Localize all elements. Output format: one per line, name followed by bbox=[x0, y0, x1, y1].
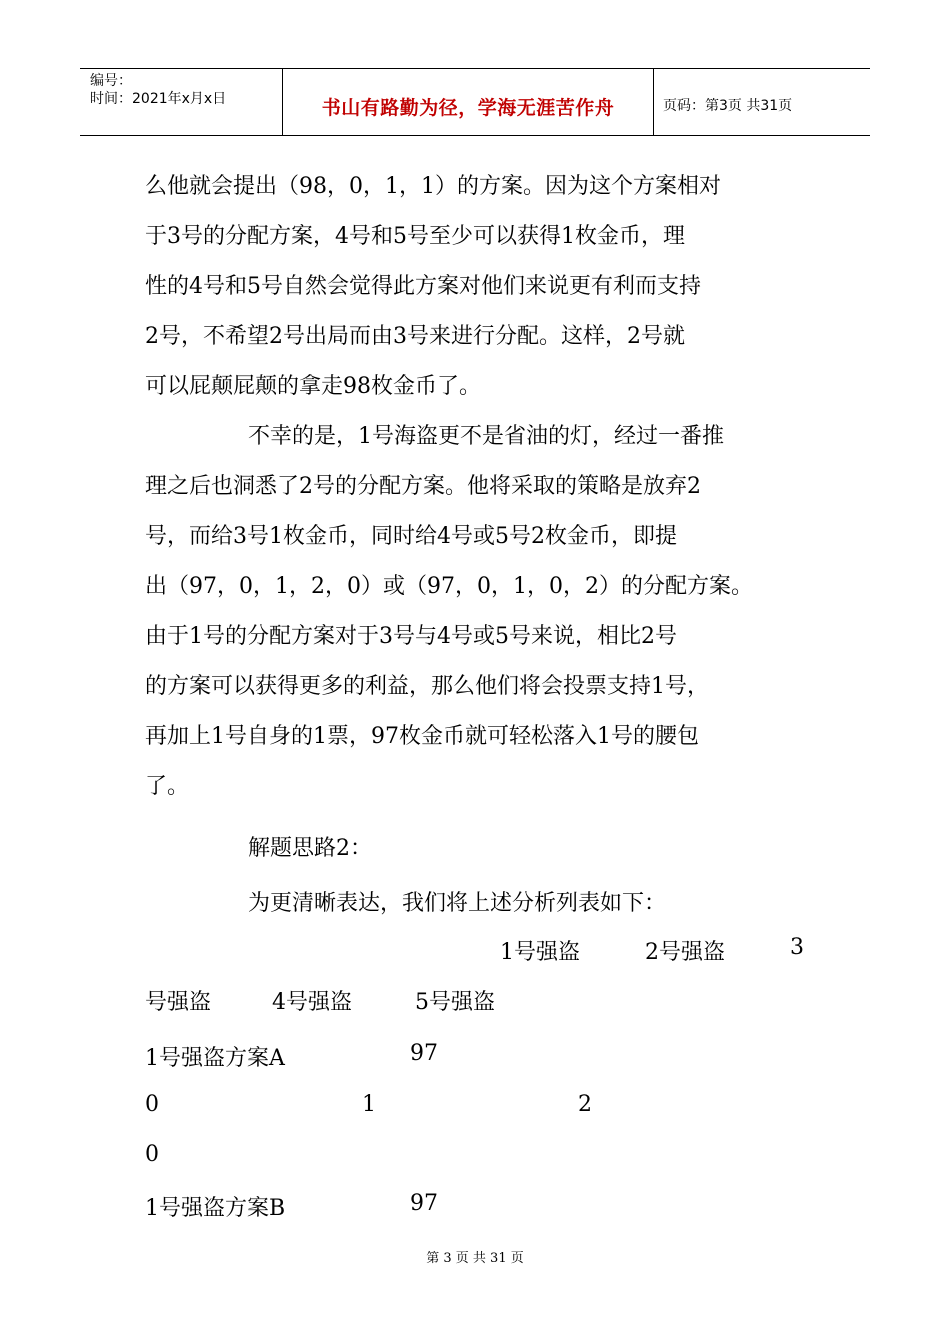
header-motto: 书山有路勤为径，学海无涯苦作舟 bbox=[321, 97, 615, 119]
plan-b-label: 1号强盗方案B bbox=[145, 1196, 286, 1221]
header-meta-cell bbox=[80, 69, 283, 135]
table-header-robber4: 4号强盗 bbox=[272, 990, 352, 1015]
plan-a-label: 1号强盗方案A bbox=[145, 1046, 285, 1071]
document-time-label: 时间：2021年x月x日 bbox=[90, 91, 227, 107]
body-line: 么他就会提出（98，0，1，1）的方案。因为这个方案相对 bbox=[145, 174, 721, 199]
table-header-robber1: 1号强盗 bbox=[500, 940, 580, 965]
table-header-robber3-part2: 号强盗 bbox=[145, 990, 212, 1015]
body-line: 于3号的分配方案，4号和5号至少可以获得1枚金币，理 bbox=[145, 224, 685, 249]
approach-heading: 解题思路2： bbox=[248, 836, 372, 861]
header-page-cell bbox=[654, 69, 870, 135]
body-line: 可以屁颠屁颠的拿走98枚金币了。 bbox=[145, 374, 481, 399]
body-line: 的方案可以获得更多的利益，那么他们将会投票支持1号， bbox=[145, 674, 709, 699]
body-line: 了。 bbox=[145, 774, 190, 799]
table-header-robber3-part1: 3 bbox=[790, 935, 804, 960]
table-header-robber2: 2号强盗 bbox=[645, 940, 725, 965]
plan-a-value: 0 bbox=[145, 1142, 159, 1167]
document-body bbox=[145, 162, 810, 929]
plan-a-value: 2 bbox=[578, 1092, 592, 1117]
plan-b-value: 97 bbox=[410, 1191, 438, 1216]
body-line: 出（97，0，1，2，0）或（97，0，1，0，2）的分配方案。 bbox=[145, 574, 753, 599]
body-line: 不幸的是，1号海盗更不是省油的灯，经过一番推 bbox=[248, 424, 724, 449]
body-line: 号，而给3号1枚金币，同时给4号或5号2枚金币，即提 bbox=[145, 524, 677, 549]
body-line: 再加上1号自身的1票，97枚金币就可轻松落入1号的腰包 bbox=[145, 724, 699, 749]
body-line: 性的4号和5号自然会觉得此方案对他们来说更有利而支持 bbox=[145, 274, 701, 299]
body-line: 由于1号的分配方案对于3号与4号或5号来说，相比2号 bbox=[145, 624, 677, 649]
body-line: 理之后也洞悉了2号的分配方案。他将采取的策略是放弃2 bbox=[145, 474, 701, 499]
plan-a-value: 1 bbox=[362, 1092, 376, 1117]
approach-intro: 为更清晰表达，我们将上述分析列表如下： bbox=[248, 891, 667, 916]
page-footer: 第 3 页 共 31 页 bbox=[426, 1251, 524, 1266]
plan-a-value: 97 bbox=[410, 1041, 438, 1066]
header-motto-cell bbox=[283, 69, 654, 135]
header-page-info: 页码：第3页 共31页 bbox=[663, 98, 793, 114]
plan-a-value: 0 bbox=[145, 1092, 159, 1117]
table-header-robber5: 5号强盗 bbox=[415, 990, 495, 1015]
body-line: 2号，不希望2号出局而由3号来进行分配。这样，2号就 bbox=[145, 324, 685, 349]
document-header bbox=[80, 68, 870, 136]
document-number-label: 编号： bbox=[90, 73, 132, 89]
